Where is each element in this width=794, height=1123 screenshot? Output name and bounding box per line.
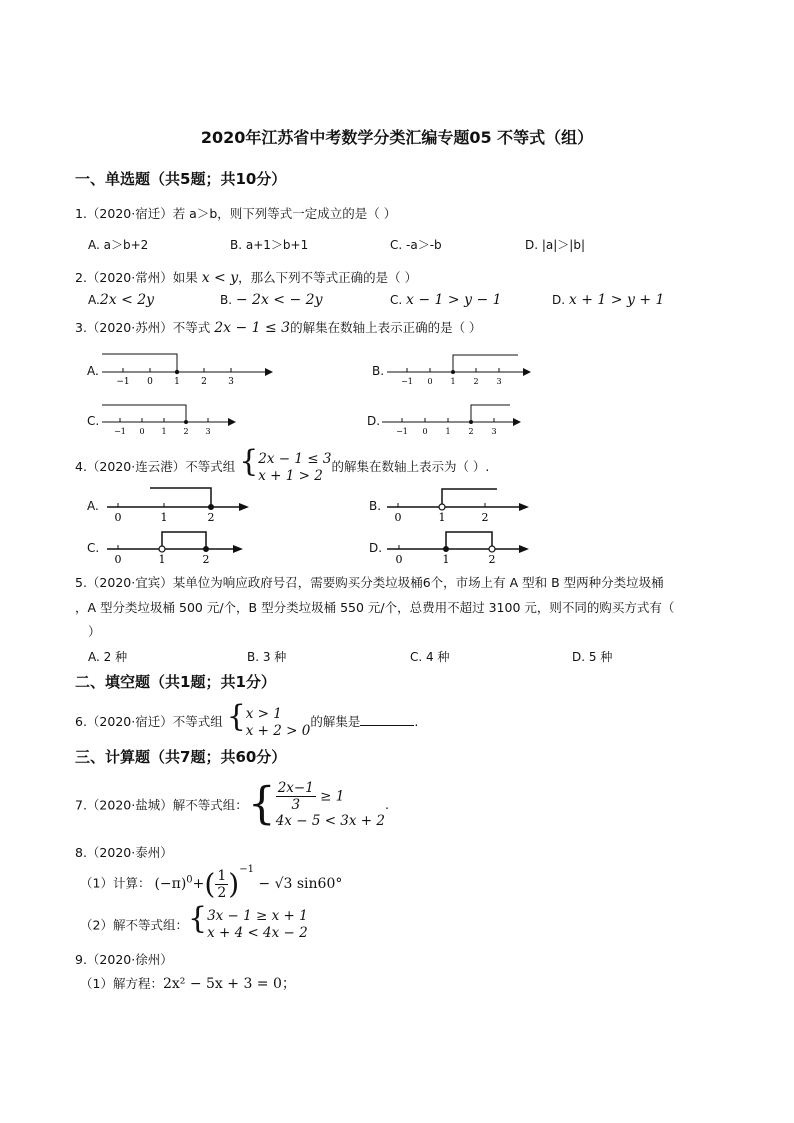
tick-label: 1 <box>158 553 166 566</box>
tick-label: −1 <box>114 427 126 436</box>
question-4-option-c-label: C. <box>87 541 100 555</box>
solution-ray <box>150 488 211 507</box>
axis-arrow <box>523 368 531 376</box>
question-3-option-a-label: A. <box>87 364 99 378</box>
question-9-part-1 <box>80 973 296 993</box>
question-8-stem: 8.（2020·泰州） <box>75 845 173 860</box>
tick-label: 2 <box>201 377 207 387</box>
tick-label: 2 <box>488 553 496 566</box>
question-3-number-line-b <box>385 348 535 388</box>
exponent: 0 <box>186 874 193 886</box>
tick-label: 0 <box>114 511 122 524</box>
solution-ray <box>453 355 518 372</box>
question-5-line-3: ） <box>88 624 101 639</box>
tick-label: 1 <box>442 553 450 566</box>
solution-ray <box>102 405 186 422</box>
tick-label: −1 <box>116 377 130 387</box>
question-1-stem: 1.（2020·宿迁）若 a＞b，则下列等式一定成立的是（ ） <box>75 206 397 221</box>
axis-arrow <box>233 545 243 553</box>
tick-label: 2 <box>202 553 210 566</box>
system-line: x + 4 < 4x − 2 <box>207 924 308 941</box>
tick-label: −1 <box>396 427 408 436</box>
question-4-option-a-label: A. <box>87 499 99 513</box>
tick-label: 1 <box>174 377 180 387</box>
tick-label: 1 <box>438 511 446 524</box>
exponent: −1 <box>239 864 254 875</box>
option-math: 2x < 2y <box>99 292 155 308</box>
question-5-line-1: 5.（2020·宜宾）某单位为响应政府号召，需要购买分类垃圾桶6个，市场上有 A 型和 B 型两种分类垃圾桶 <box>75 575 664 590</box>
question-2-stem-prefix: 2.（2020·常州）如果 <box>75 270 202 285</box>
tick-label: 2 <box>473 377 479 386</box>
question-3-option-b-label: B. <box>372 364 385 378</box>
option-label: A. <box>88 293 100 307</box>
tick-label: 0 <box>394 511 402 524</box>
system-line: x + 2 > 0 <box>245 722 311 739</box>
system-line: 4x − 5 < 3x + 2 <box>275 813 385 829</box>
question-1-option-c: C. -a＞-b <box>390 238 442 252</box>
question-5-option-b: B. 3 种 <box>247 650 287 664</box>
question-3-stem <box>75 318 482 336</box>
solution-ray <box>102 354 177 372</box>
tick-label: 2 <box>481 511 489 524</box>
part-label: （2）解不等式组： <box>80 917 188 933</box>
question-2-stem <box>75 268 417 286</box>
question-1-option-d: D. |a|＞|b| <box>525 238 586 252</box>
part-label: （1）计算： <box>80 875 151 891</box>
tick-label: −1 <box>401 377 413 386</box>
system-line: x + 1 > 2 <box>258 467 323 484</box>
option-label: C. <box>390 293 403 307</box>
tick-label: 0 <box>395 553 403 566</box>
question-5-option-d: D. 5 种 <box>572 650 613 664</box>
section-heading-calculation: 三、计算题（共7题；共60分） <box>75 748 287 766</box>
tick-label: 1 <box>161 427 167 436</box>
tick-label: 1 <box>445 427 451 436</box>
question-6-system <box>246 706 311 740</box>
question-7-end: . <box>384 797 389 812</box>
fraction <box>215 868 228 901</box>
solution-ray <box>442 489 497 504</box>
brace-icon: { <box>187 901 208 936</box>
tick-label: 2 <box>207 511 215 524</box>
tick-label: 0 <box>139 427 145 436</box>
tick-label: 2 <box>183 427 189 436</box>
question-5-option-a: A. 2 种 <box>88 650 128 664</box>
question-3-option-c-label: C. <box>87 414 100 428</box>
brace-icon: { <box>226 699 246 734</box>
question-2-stem-math: x < y <box>201 270 239 286</box>
system-line: x > 1 <box>245 705 282 722</box>
system-line: 2x − 1 ≤ 3 <box>258 450 332 467</box>
question-3-number-line-d <box>380 398 525 438</box>
question-4-stem <box>75 444 490 485</box>
paren-icon: ( <box>204 867 216 901</box>
question-3-number-line-a <box>100 348 275 388</box>
page-title: 2020年江苏省中考数学分类汇编专题05 不等式（组） <box>200 128 594 147</box>
question-6-stem-suffix: 的解集是 <box>310 714 361 729</box>
fraction <box>276 780 316 813</box>
question-4-number-line-b <box>385 482 533 524</box>
question-3-stem-math: 2x − 1 ≤ 3 <box>214 320 291 336</box>
section-heading-fill-blank: 二、填空题（共1题；共1分） <box>75 673 276 691</box>
question-2-option-b <box>220 292 323 308</box>
question-2-option-d <box>552 292 664 308</box>
question-5-option-c: C. 4 种 <box>410 650 450 664</box>
solid-point <box>203 546 209 552</box>
axis-arrow <box>265 368 273 376</box>
question-6-end: . <box>414 714 419 729</box>
tick-label: 3 <box>496 377 502 386</box>
part-label: （1）解方程： <box>80 976 163 991</box>
axis-arrow <box>239 503 249 511</box>
question-7-stem <box>75 780 389 829</box>
question-8-system <box>207 908 308 942</box>
tick-label: 0 <box>422 427 428 436</box>
fraction-denominator: 3 <box>291 797 301 813</box>
axis-arrow <box>228 418 236 426</box>
question-9-stem: 9.（2020·徐州） <box>75 952 173 967</box>
question-2-option-a <box>88 292 154 308</box>
question-4-option-d-label: D. <box>369 541 383 555</box>
expr-term: (−π) <box>154 876 187 892</box>
fraction-denominator: 2 <box>217 884 227 901</box>
tick-label: 1 <box>160 511 168 524</box>
solution-ray <box>471 405 510 422</box>
option-math: x − 1 > y − 1 <box>406 292 502 308</box>
option-math: − 2x < − 2y <box>235 292 323 308</box>
expression <box>154 864 343 901</box>
solution-interval <box>446 532 492 549</box>
solid-point <box>175 370 179 374</box>
question-5-line-2: ，A 型分类垃圾桶 500 元/个，B 型分类垃圾桶 550 元/个，总费用不超过 3100 元，则不同的购买方式有（ <box>75 600 675 615</box>
solution-interval <box>162 532 206 549</box>
option-label: B. <box>220 293 233 307</box>
tick-label: 1 <box>450 377 456 386</box>
question-8-part-1 <box>80 864 342 901</box>
hollow-point <box>489 546 495 552</box>
question-4-number-line-c <box>105 524 253 566</box>
answer-blank[interactable] <box>360 713 414 726</box>
tick-label: 0 <box>114 553 122 566</box>
brace-icon: { <box>247 778 276 830</box>
question-6-stem <box>75 699 419 740</box>
fraction-numerator: 2x−1 <box>277 780 314 796</box>
tick-label: 0 <box>427 377 433 386</box>
question-6-stem-prefix: 6.（2020·宿迁）不等式组 <box>75 714 227 729</box>
question-4-number-line-a <box>105 482 253 524</box>
hollow-point <box>439 504 445 510</box>
operator: + <box>192 876 205 892</box>
tick-label: 0 <box>147 377 153 387</box>
solid-point <box>184 420 188 424</box>
solid-point <box>469 420 473 424</box>
question-3-stem-suffix: 的解集在数轴上表示正确的是（ ） <box>290 320 482 335</box>
solid-point <box>443 546 449 552</box>
question-4-system <box>258 451 331 485</box>
question-3-number-line-c <box>100 398 240 438</box>
question-1-option-b: B. a+1＞b+1 <box>230 238 309 252</box>
question-4-number-line-d <box>385 524 533 566</box>
solid-point <box>208 504 214 510</box>
question-2-option-c <box>390 292 502 308</box>
question-2-stem-suffix: ，那么下列不等式正确的是（ ） <box>238 270 418 285</box>
system-line: 3x − 1 ≥ x + 1 <box>207 907 308 924</box>
tick-label: 3 <box>205 427 211 436</box>
relation: ≥ 1 <box>320 788 345 805</box>
solid-point <box>451 370 455 374</box>
question-7-stem-prefix: 7.（2020·盐城）解不等式组： <box>75 797 248 813</box>
hollow-point <box>159 546 165 552</box>
tick-label: 3 <box>228 377 234 387</box>
section-heading-single-choice: 一、单选题（共5题；共10分） <box>75 170 287 188</box>
tick-label: 2 <box>468 427 474 436</box>
question-7-system <box>276 780 385 829</box>
question-1-option-a: A. a＞b+2 <box>88 238 149 252</box>
tick-label: 3 <box>491 427 497 436</box>
question-4-stem-prefix: 4.（2020·连云港）不等式组 <box>75 459 240 474</box>
question-4-stem-suffix: 的解集在数轴上表示为（ ）. <box>331 459 490 474</box>
question-3-stem-prefix: 3.（2020·苏州）不等式 <box>75 320 215 335</box>
axis-arrow <box>519 545 529 553</box>
question-4-option-b-label: B. <box>369 499 382 513</box>
axis-arrow <box>513 418 521 426</box>
fraction-numerator: 1 <box>217 867 227 884</box>
equation: 2x² − 5x + 3 = 0； <box>162 976 296 992</box>
expr-term: − √3 sin60° <box>258 876 343 892</box>
paren-icon: ) <box>228 867 240 901</box>
brace-icon: { <box>239 444 259 479</box>
axis-arrow <box>519 503 529 511</box>
question-3-option-d-label: D. <box>367 414 381 428</box>
option-math: x + 1 > y + 1 <box>568 292 665 308</box>
question-8-part-2 <box>80 901 308 942</box>
option-label: D. <box>552 293 566 307</box>
